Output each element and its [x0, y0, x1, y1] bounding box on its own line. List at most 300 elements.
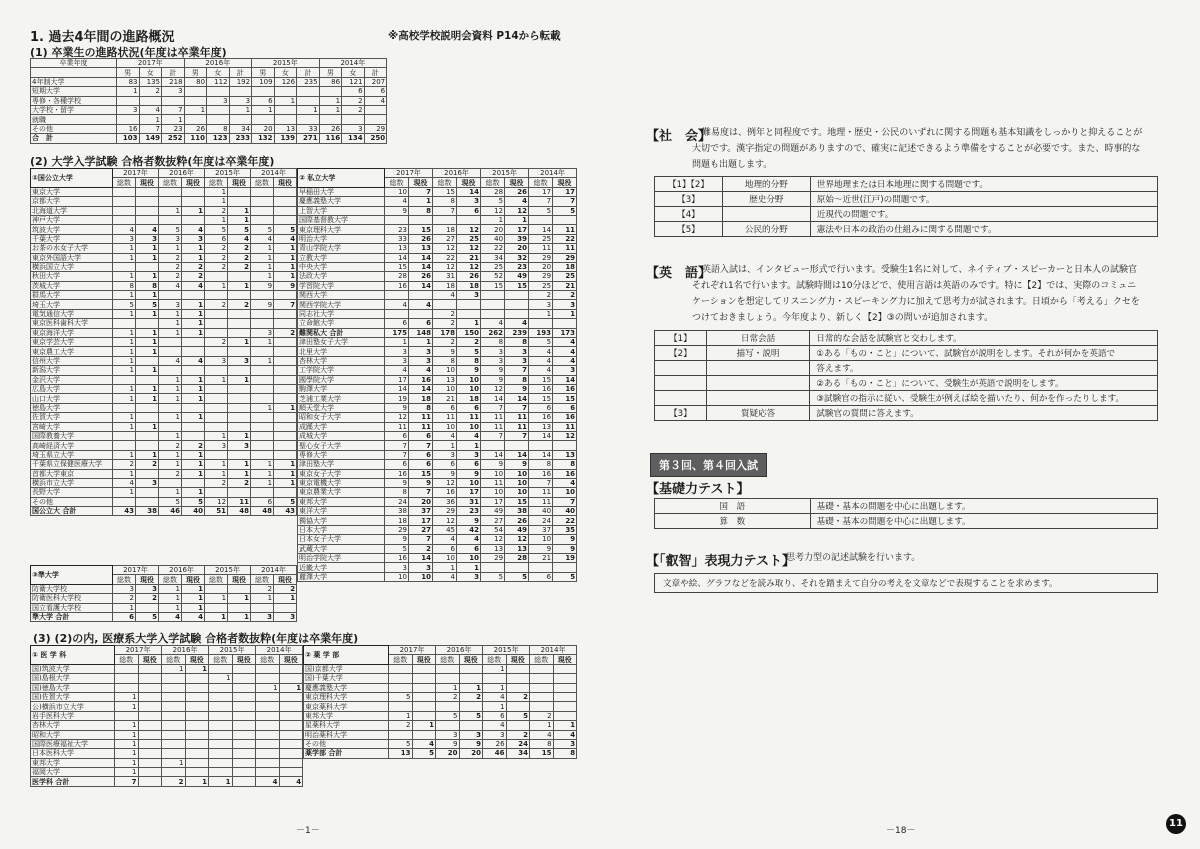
total-cell: 48 [228, 507, 251, 516]
total-cell: 193 [529, 328, 553, 337]
table-row [298, 525, 577, 534]
value-cell [412, 683, 436, 692]
sub-header: 総数 [530, 655, 554, 664]
value-cell [297, 96, 320, 105]
total-cell: 173 [553, 328, 577, 337]
right-page-number: －18－ [886, 826, 916, 836]
row-name: 法政大学 [298, 272, 385, 281]
value-cell: 11 [529, 244, 553, 253]
social-label: 【社 会】 [646, 129, 712, 144]
value-cell: 37 [529, 525, 553, 534]
value-cell [251, 347, 274, 356]
value-cell: 11 [481, 478, 505, 487]
row-name: 秋田大学 [31, 272, 113, 281]
value-cell [113, 197, 136, 206]
value-cell [159, 338, 182, 347]
value-cell [205, 309, 228, 318]
value-cell: 9 [505, 384, 529, 393]
sub-header: 現役 [136, 575, 159, 584]
total-cell: 148 [409, 328, 433, 337]
value-cell: 4 [182, 356, 205, 365]
value-cell [159, 197, 182, 206]
sub-header: 総数 [483, 655, 507, 664]
value-cell [209, 749, 233, 758]
value-cell: 4 [136, 225, 159, 234]
value-cell: 26 [319, 124, 342, 133]
value-cell [159, 347, 182, 356]
value-cell: 13 [481, 544, 505, 553]
value-cell: 1 [483, 683, 507, 692]
value-cell: 11 [529, 488, 553, 497]
value-cell [136, 403, 159, 412]
table-row [31, 497, 297, 506]
value-cell [209, 692, 233, 701]
value-cell [251, 384, 274, 393]
table-row [298, 535, 577, 544]
row-name: 津田塾大学 [298, 460, 385, 469]
value-cell: 9 [553, 544, 577, 553]
value-cell [412, 702, 436, 711]
value-cell [279, 739, 303, 748]
value-cell: 1 [205, 431, 228, 440]
value-cell [138, 768, 162, 777]
value-cell [182, 197, 205, 206]
row-name: 国)島根大学 [31, 674, 115, 683]
table-row [298, 206, 577, 215]
value-cell [228, 450, 251, 459]
year-header: 2016年 [184, 59, 252, 68]
value-cell [115, 683, 139, 692]
value-cell: 7 [409, 488, 433, 497]
table-row [31, 403, 297, 412]
value-cell [481, 309, 505, 318]
value-cell: 9 [529, 544, 553, 553]
value-cell: 18 [457, 281, 481, 290]
value-cell [553, 711, 577, 720]
value-cell [274, 441, 297, 450]
table-row [304, 702, 577, 711]
value-cell: 1 [205, 375, 228, 384]
table-row [298, 300, 577, 309]
row-name: 慶應義塾大学 [298, 197, 385, 206]
value-cell: 1 [274, 403, 297, 412]
table-row [298, 516, 577, 525]
value-cell [256, 721, 280, 730]
desc-cell: ②ある「もの・こと」について、受験生が英語で説明をします。 [810, 376, 1158, 391]
table-row [655, 192, 1158, 207]
total-cell: 4 [159, 612, 182, 621]
table-row [31, 603, 297, 612]
value-cell [505, 291, 529, 300]
value-cell [251, 366, 274, 375]
table-row [298, 460, 577, 469]
value-cell: 1 [205, 187, 228, 196]
table-row [304, 739, 577, 748]
value-cell: 16 [553, 413, 577, 422]
row-name: 慶應義塾大学 [304, 683, 389, 692]
value-cell: 1 [159, 375, 182, 384]
value-cell: 13 [385, 244, 409, 253]
value-cell [409, 309, 433, 318]
table-row [304, 711, 577, 720]
subject-cell: 国 語 [655, 499, 811, 514]
table-row [31, 366, 297, 375]
row-name: 成蹊大学 [298, 422, 385, 431]
value-cell: 4 [553, 730, 577, 739]
value-cell [115, 711, 139, 720]
value-cell [228, 413, 251, 422]
value-cell [209, 711, 233, 720]
value-cell: 11 [481, 422, 505, 431]
value-cell: 2 [506, 730, 530, 739]
value-cell [412, 730, 436, 739]
page-title: 1. 過去4年間の進路概況 [30, 30, 175, 45]
value-cell: 2 [342, 105, 365, 114]
value-cell [185, 730, 209, 739]
value-cell: 10 [457, 422, 481, 431]
value-cell: 1 [159, 328, 182, 337]
value-cell: 1 [159, 594, 182, 603]
subject-cell: 算 数 [655, 514, 811, 529]
value-cell [459, 674, 483, 683]
value-cell [205, 394, 228, 403]
row-name: 金沢大学 [31, 375, 113, 384]
row-name: 防衛医科大学校 [31, 594, 113, 603]
value-cell: 6 [433, 403, 457, 412]
value-cell [182, 291, 205, 300]
value-cell: 3 [553, 366, 577, 375]
value-cell [389, 664, 413, 673]
value-cell: 4 [433, 535, 457, 544]
value-cell [138, 674, 162, 683]
value-cell: 9 [459, 739, 483, 748]
value-cell: 1 [182, 244, 205, 253]
table-row [31, 124, 387, 133]
value-cell [115, 664, 139, 673]
value-cell [529, 441, 553, 450]
value-cell: 1 [228, 375, 251, 384]
value-cell: 16 [385, 554, 409, 563]
row-name: 埼玉県立大学 [31, 450, 113, 459]
value-cell: 1 [159, 431, 182, 440]
total-cell: 3 [251, 612, 274, 621]
section-head: ③準大学 [31, 566, 113, 585]
area-cell: 公民的分野 [722, 222, 810, 237]
value-cell: 4 [364, 96, 387, 105]
value-cell [209, 739, 233, 748]
value-cell: 29 [364, 124, 387, 133]
table-row [655, 222, 1158, 237]
value-cell: 4 [159, 281, 182, 290]
value-cell: 14 [529, 225, 553, 234]
sub-header: 現役 [457, 178, 481, 187]
value-cell: 3 [342, 124, 365, 133]
value-cell: 16 [529, 469, 553, 478]
table-row [655, 207, 1158, 222]
total-cell: 20 [436, 749, 460, 758]
value-cell: 26 [505, 187, 529, 196]
table-row [298, 375, 577, 384]
value-cell: 1 [113, 413, 136, 422]
value-cell: 1 [159, 206, 182, 215]
value-cell: 1 [274, 594, 297, 603]
eichi-note: 思考力型の記述試験を行います。 [786, 553, 921, 563]
value-cell: 1 [115, 730, 139, 739]
value-cell: 12 [433, 478, 457, 487]
table-row [31, 394, 297, 403]
year-header: 2016年 [159, 169, 205, 178]
value-cell: 4 [113, 225, 136, 234]
header-years [31, 169, 297, 178]
value-cell: 11 [505, 413, 529, 422]
value-cell: 25 [457, 234, 481, 243]
value-cell: 1 [274, 244, 297, 253]
value-cell: 18 [553, 262, 577, 271]
value-cell: 15 [505, 281, 529, 290]
value-cell [228, 403, 251, 412]
value-cell: 17 [553, 187, 577, 196]
row-name: 日本大学 [298, 525, 385, 534]
value-cell: 112 [207, 77, 230, 86]
value-cell: 33 [385, 234, 409, 243]
no-cell [655, 391, 707, 406]
row-name: 埼玉大学 [31, 300, 113, 309]
sub-header: 現役 [136, 178, 159, 187]
value-cell: 34 [229, 124, 252, 133]
value-cell: 1 [297, 105, 320, 114]
value-cell: 3 [409, 563, 433, 572]
value-cell: 6 [409, 431, 433, 440]
value-cell [232, 692, 256, 701]
row-name: 成城大学 [298, 431, 385, 440]
value-cell [553, 664, 577, 673]
value-cell [184, 87, 207, 96]
value-cell: 2 [136, 594, 159, 603]
value-cell: 18 [433, 281, 457, 290]
desc-cell: 基礎・基本の問題を中心に出題します。 [810, 499, 1157, 514]
value-cell [182, 422, 205, 431]
value-cell: 1 [553, 309, 577, 318]
value-cell: 1 [457, 563, 481, 572]
total-row [31, 612, 297, 621]
value-cell [113, 441, 136, 450]
value-cell: 5 [159, 497, 182, 506]
value-cell: 1 [182, 384, 205, 393]
total-cell: 262 [481, 328, 505, 337]
row-name: 東京農工大学 [31, 347, 113, 356]
value-cell [205, 584, 228, 593]
value-cell: 26 [457, 272, 481, 281]
value-cell: 3 [505, 347, 529, 356]
value-cell: 8 [433, 197, 457, 206]
table-row [31, 291, 297, 300]
value-cell: 3 [136, 478, 159, 487]
value-cell: 16 [385, 281, 409, 290]
value-cell: 4 [385, 197, 409, 206]
row-name: 国際基督教大学 [298, 215, 385, 224]
row-name: 工学院大学 [298, 366, 385, 375]
value-cell: 38 [505, 507, 529, 516]
value-cell [505, 300, 529, 309]
value-cell [553, 215, 577, 224]
value-cell: 17 [457, 488, 481, 497]
value-cell: 21 [553, 281, 577, 290]
sub-header: 現役 [506, 655, 530, 664]
value-cell [553, 441, 577, 450]
sub-header: 総数 [436, 655, 460, 664]
value-cell: 10 [481, 469, 505, 478]
row-name: 東京女子大学 [298, 469, 385, 478]
total-cell: 132 [252, 134, 275, 143]
table-row [31, 105, 387, 114]
value-cell: 26 [184, 124, 207, 133]
value-cell [228, 366, 251, 375]
value-cell [205, 403, 228, 412]
value-cell: 1 [159, 460, 182, 469]
row-name: 公)横浜市立大学 [31, 702, 115, 711]
value-cell: 1 [159, 244, 182, 253]
header-years [31, 566, 297, 575]
value-cell [207, 115, 230, 124]
year-header: 2015年 [483, 646, 530, 655]
row-name: 東邦大学 [304, 711, 389, 720]
value-cell: 3 [229, 96, 252, 105]
year-header: 2016年 [436, 646, 483, 655]
value-cell [138, 721, 162, 730]
value-cell: 1 [182, 300, 205, 309]
table-row [31, 594, 297, 603]
sub-header: 現役 [274, 178, 297, 187]
value-cell: 1 [274, 460, 297, 469]
value-cell: 1 [483, 702, 507, 711]
source-note: ※高校学校説明会資料 P14から転載 [388, 30, 561, 42]
sub-header: 男 [184, 68, 207, 77]
value-cell: 1 [113, 272, 136, 281]
value-cell: 2 [205, 253, 228, 262]
table-row [655, 499, 1158, 514]
value-cell [256, 739, 280, 748]
value-cell: 1 [409, 197, 433, 206]
value-cell: 1 [113, 603, 136, 612]
value-cell: 12 [433, 244, 457, 253]
area-cell: 質疑応答 [706, 406, 809, 421]
value-cell [274, 384, 297, 393]
value-cell: 1 [136, 291, 159, 300]
sub-header: 総数 [529, 178, 553, 187]
value-cell [136, 356, 159, 365]
value-cell [274, 197, 297, 206]
value-cell: 15 [553, 394, 577, 403]
year-header: 2014年 [256, 646, 303, 655]
value-cell: 9 [274, 281, 297, 290]
value-cell: 1 [162, 758, 186, 767]
value-cell [483, 674, 507, 683]
value-cell [205, 366, 228, 375]
value-cell: 7 [481, 431, 505, 440]
area-cell [706, 376, 809, 391]
value-cell: 1 [136, 272, 159, 281]
table-row [31, 422, 297, 431]
value-cell: 17 [529, 187, 553, 196]
total-cell: 43 [274, 507, 297, 516]
value-cell: 1 [113, 356, 136, 365]
total-cell: 110 [184, 134, 207, 143]
value-cell [205, 413, 228, 422]
value-cell: 13 [433, 375, 457, 384]
header-years [298, 169, 577, 178]
sub-header: 現役 [232, 655, 256, 664]
value-cell: 7 [553, 497, 577, 506]
value-cell: 11 [228, 497, 251, 506]
value-cell [185, 711, 209, 720]
value-cell: 16 [117, 124, 140, 133]
value-cell: 12 [457, 225, 481, 234]
row-name: 短期大学 [31, 87, 117, 96]
value-cell [251, 394, 274, 403]
page-circle-badge: 11 [1166, 814, 1186, 834]
value-cell: 8 [409, 206, 433, 215]
value-cell [185, 692, 209, 701]
value-cell: 1 [159, 413, 182, 422]
row-name: 東京医科歯科大学 [31, 319, 113, 328]
value-cell: 10 [433, 384, 457, 393]
total-cell: 271 [297, 134, 320, 143]
value-cell [138, 711, 162, 720]
value-cell: 6 [252, 96, 275, 105]
value-cell: 3 [481, 347, 505, 356]
value-cell [256, 758, 280, 767]
total-cell: 46 [159, 507, 182, 516]
year-header: 2014年 [529, 169, 577, 178]
value-cell: 3 [459, 730, 483, 739]
table-row [298, 544, 577, 553]
value-cell [229, 87, 252, 96]
value-cell: 1 [228, 281, 251, 290]
value-cell: 4 [505, 319, 529, 328]
value-cell: 1 [457, 319, 481, 328]
value-cell: 11 [553, 422, 577, 431]
value-cell [412, 674, 436, 683]
value-cell: 1 [433, 563, 457, 572]
no-cell: 【2】 [655, 346, 707, 361]
value-cell: 10 [553, 488, 577, 497]
value-cell: 22 [553, 234, 577, 243]
value-cell: 2 [530, 711, 554, 720]
value-cell: 1 [113, 328, 136, 337]
value-cell [256, 664, 280, 673]
year-header: 2017年 [385, 169, 433, 178]
value-cell [251, 206, 274, 215]
value-cell [228, 584, 251, 593]
sub-header: 現役 [553, 178, 577, 187]
value-cell: 2 [553, 291, 577, 300]
no-cell: 【1】【2】 [655, 177, 723, 192]
row-name: 電気通信大学 [31, 309, 113, 318]
value-cell [274, 413, 297, 422]
value-cell: 7 [409, 441, 433, 450]
value-cell [182, 403, 205, 412]
value-cell: 3 [228, 356, 251, 365]
value-cell: 12 [481, 384, 505, 393]
desc-cell: ①ある「もの・こと」について、試験官が説明をします。それが何かを英語で [810, 346, 1158, 361]
value-cell: 3 [117, 105, 140, 114]
value-cell [459, 721, 483, 730]
value-cell [207, 105, 230, 114]
value-cell: 1 [459, 683, 483, 692]
value-cell [205, 384, 228, 393]
table-row [31, 234, 297, 243]
value-cell: 2 [159, 441, 182, 450]
